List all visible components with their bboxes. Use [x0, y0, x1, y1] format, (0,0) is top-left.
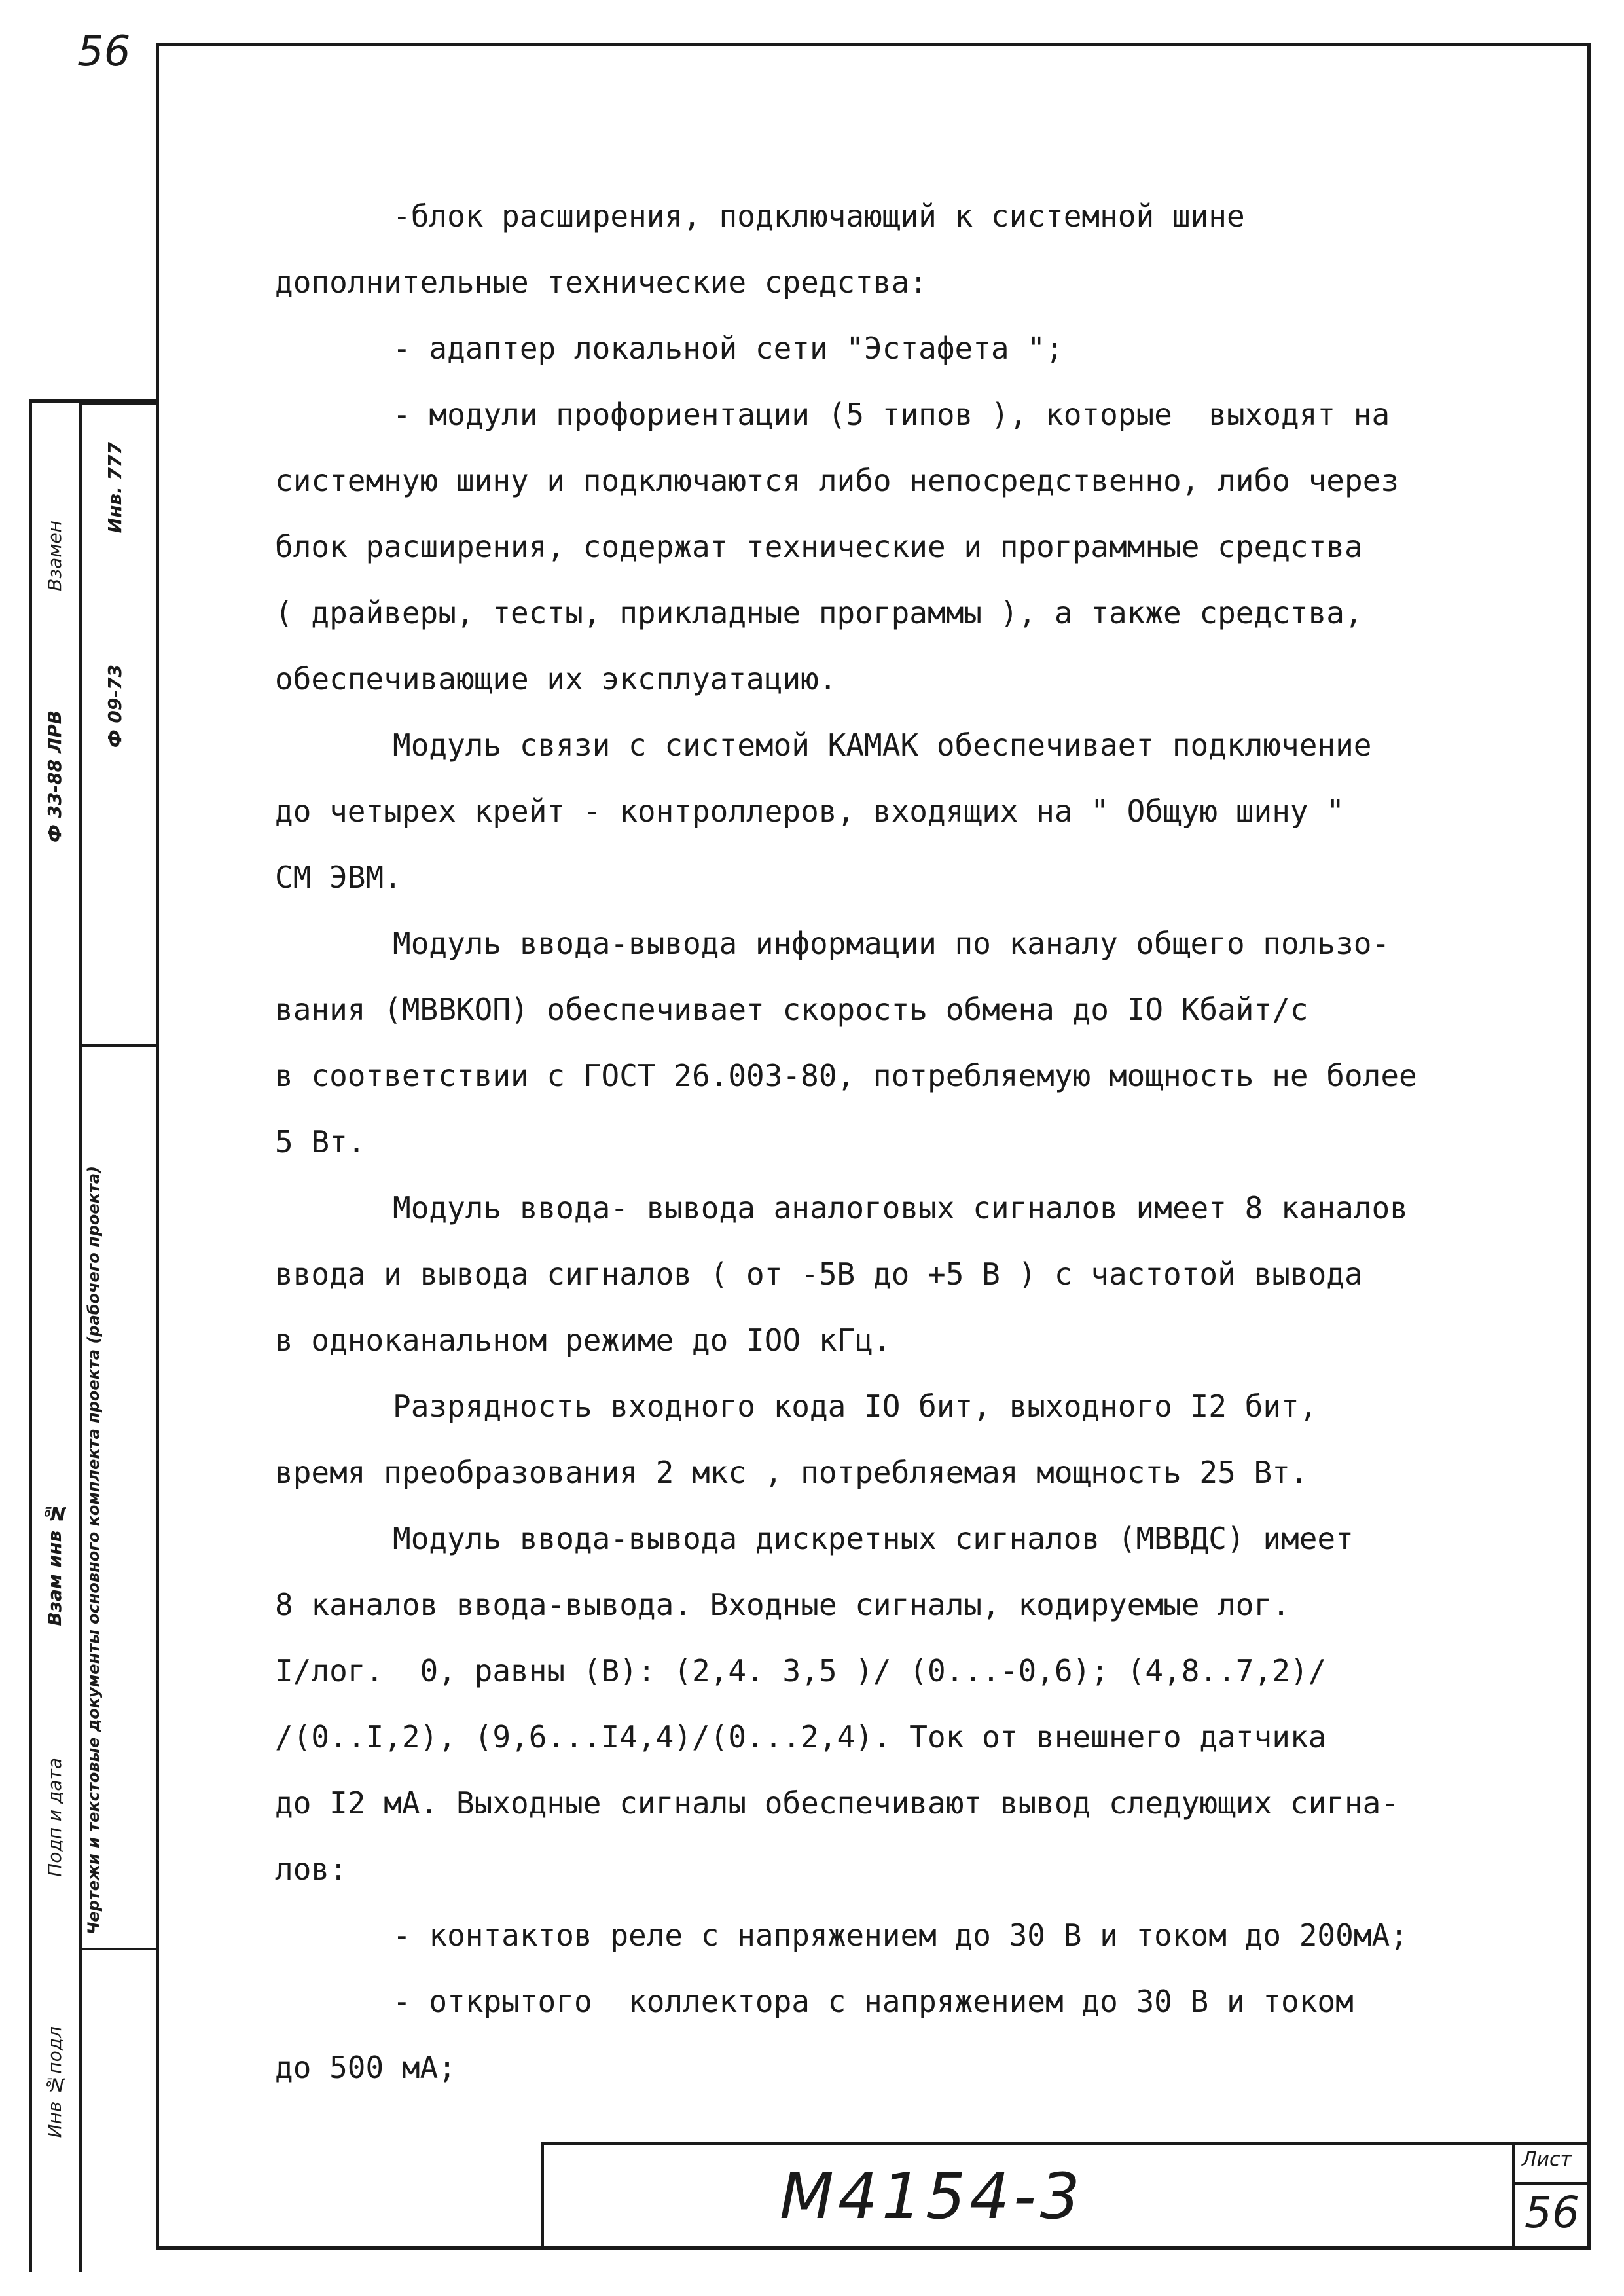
stamp-sign-date: Подп и дата — [44, 1758, 65, 1877]
paragraph: -блок расширения, подключающий к системной шине дополнительные технические средства: — [275, 198, 1245, 300]
stamp-ref-2: Ф 09-73 — [104, 665, 126, 748]
paragraph: Модуль ввода- вывода аналоговых сигналов имеет 8 каналов ввода и вывода сигналов ( от -5В до +5 В ) с частотой вывода в одноканальном режиме до IOO кГц. — [275, 1190, 1408, 1358]
side-stamp-column-outer — [32, 403, 82, 2272]
side-stamp-divider — [79, 1948, 159, 1950]
stamp-ref-1: Ф 33-88 ЛРВ — [44, 710, 65, 843]
side-stamp — [29, 399, 156, 2272]
stamp-drawings-caption: Чертежи и текстовые документы основного комплекта проекта (рабочего проекта) — [84, 1165, 103, 1935]
stamp-replaced: Взамен — [44, 520, 65, 591]
paragraph: - контактов реле с напряжением до 30 В и током до 200мА; — [393, 1918, 1408, 1953]
sheet-label: Лист — [1522, 2148, 1572, 2171]
stamp-replace-inv: Взам инв № — [44, 1503, 65, 1626]
paragraph: Модуль связи с системой КАМАК обеспечивает подключение до четырех крейт - контроллеров, входящих на " Общую шину " СМ ЭВМ. — [275, 727, 1372, 895]
title-block — [541, 2142, 1591, 2250]
page-number-top: 56 — [77, 27, 131, 76]
paragraph: Модуль ввода-вывода информации по каналу общего пользо- вания (МВВКОП) обеспечивает скорость обмена до IO Кбайт/с в соответствии с ГОСТ 26.003-80, потребляемую мощность не более 5 Вт. — [275, 926, 1417, 1159]
side-stamp-divider — [79, 403, 159, 405]
paragraph: Разрядность входного кода IO бит, выходного I2 бит, время преобразования 2 мкс , потребляемая мощность 25 Вт. — [275, 1389, 1318, 1490]
paragraph: Модуль ввода-вывода дискретных сигналов (МВВДС) имеет 8 каналов ввода-вывода. Входные сигналы, кодируемые лог. I/лог. 0, равны (В): (2,4. 3,5 )/ (0...-0,6); (4,8..7,2)/ /(0..I,2), (9,6...I4,4)/(0...2,4). Ток от внешнего датчика до I2 мА. Выходные сигналы обеспечивают вывод следующих сигна- лов: — [275, 1521, 1399, 1887]
document-body — [275, 183, 1558, 2101]
paragraph: - открытого коллектора с напряжением до 30 В и током до 500 мА; — [275, 1984, 1354, 2085]
paragraph: - модули профориентации (5 типов ), которые выходят на системную шину и подключаются либо непосредственно, либо через блок расширения, содержат технические и программные средства ( драйверы, тесты, прикладные программы ), а также средства, обеспечивающие их эксплуатацию. — [275, 397, 1399, 697]
side-stamp-divider — [79, 1044, 159, 1047]
stamp-inv: Инв. 777 — [104, 442, 126, 534]
sheet-divider — [1515, 2182, 1591, 2185]
sheet-number: 56 — [1525, 2187, 1579, 2238]
paragraph: - адаптер локальной сети "Эстафета "; — [393, 331, 1064, 366]
document-code: М4154-3 — [780, 2160, 1084, 2233]
sheet-box — [1512, 2145, 1591, 2250]
stamp-inv-original: Инв №подл — [44, 2026, 65, 2138]
